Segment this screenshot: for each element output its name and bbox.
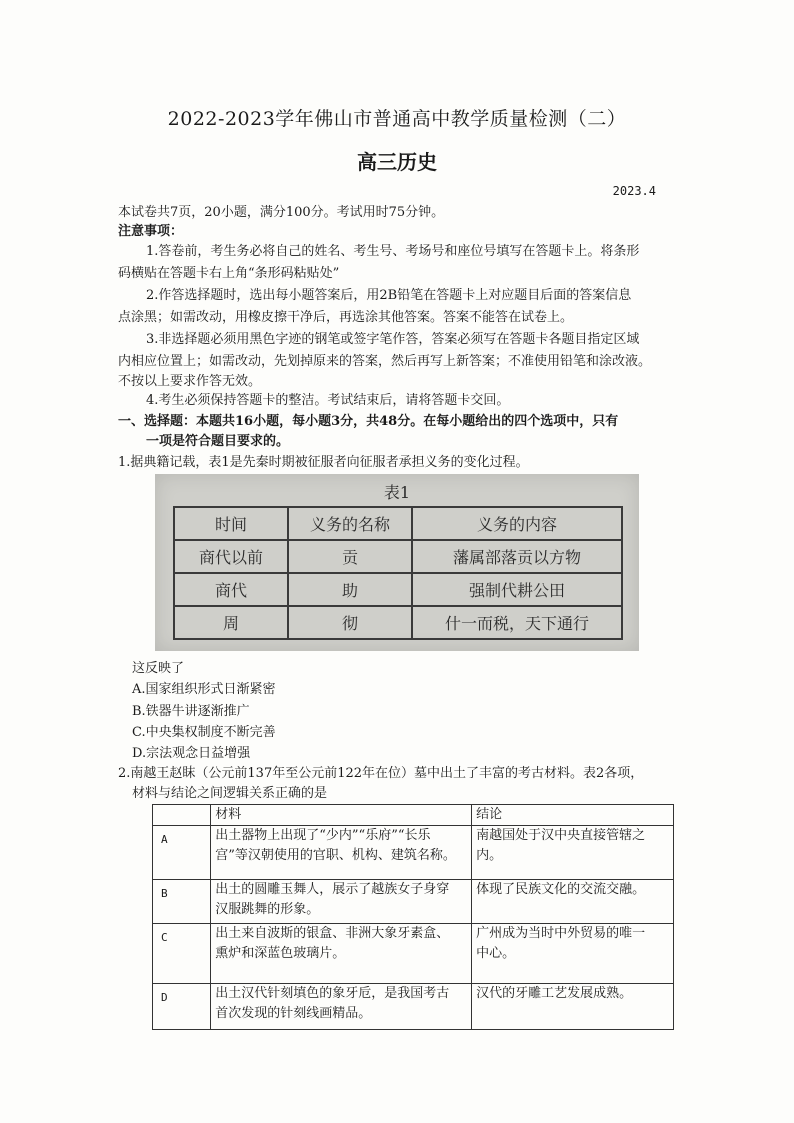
question-1-option-c: C.中央集权制度不断完善 (132, 725, 276, 740)
cell-line: 熏炉和深蓝色玻璃片。 (215, 946, 346, 961)
table-header-cell: 结论 (472, 805, 674, 826)
question-2-stem-line-2: 材料与结论之间逻辑关系正确的是 (132, 786, 328, 801)
cell-line: 汉服跳舞的形象。 (215, 902, 320, 917)
table-row (174, 606, 622, 639)
table-row (174, 507, 622, 540)
table-header-cell: 材料 (211, 805, 472, 826)
option-label: A (153, 826, 211, 880)
cell-line: 出土的圆雕玉舞人，展示了越族女子身穿 (215, 882, 450, 897)
table-1 (173, 506, 623, 640)
conclusion-cell (472, 880, 674, 924)
note-1-line-2: 码横贴在答题卡右上角“条形码粘贴处” (118, 266, 340, 281)
question-1-option-a: A.国家组织形式日渐紧密 (132, 682, 276, 697)
question-1-prompt: 这反映了 (132, 661, 185, 676)
cell-line: 出土来自波斯的银盒、非洲大象牙素盒、 (215, 926, 450, 941)
option-label: C (153, 924, 211, 984)
note-2-line-1: 2.作答选择题时，选出每小题答案后，用2B铅笔在答题卡上对应题目后面的答案信息 (146, 288, 632, 303)
cell-line: 出土汉代针刻填色的象牙卮，是我国考古 (215, 986, 450, 1001)
table-cell: 什一而税，天下通行 (412, 606, 622, 639)
table-row (153, 826, 674, 880)
table-2 (152, 804, 674, 1030)
table-header-cell: 时间 (174, 507, 288, 540)
notes-heading: 注意事项： (118, 224, 184, 239)
section-heading-line-2: 一项是符合题目要求的。 (146, 434, 290, 449)
note-1-line-1: 1.答卷前，考生务必将自己的姓名、考生号、考场号和座位号填写在答题卡上。将条形 (146, 244, 640, 259)
table-cell: 藩属部落贡以方物 (412, 540, 622, 573)
table-cell: 彻 (288, 606, 412, 639)
cell-line: 体现了民族文化的交流交融。 (476, 882, 646, 897)
table-row (174, 540, 622, 573)
table-1-title: 表1 (383, 483, 411, 502)
conclusion-cell (472, 826, 674, 880)
table-header-cell: 义务的名称 (288, 507, 412, 540)
cell-line: 南越国处于汉中央直接管辖之 (476, 828, 646, 843)
cell-line: 宫”等汉朝使用的官职、机构、建筑名称。 (215, 848, 456, 863)
table-cell: 商代以前 (174, 540, 288, 573)
question-1-option-d: D.宗法观念日益增强 (132, 746, 251, 761)
material-cell (211, 924, 472, 984)
cell-line: 中心。 (476, 946, 516, 961)
table-1-photo (155, 474, 639, 651)
table-cell: 助 (288, 573, 412, 606)
material-cell (211, 826, 472, 880)
cell-line: 出土器物上出现了“少内”“乐府”“长乐 (215, 828, 431, 843)
exam-intro: 本试卷共7页，20小题，满分100分。考试用时75分钟。 (118, 205, 445, 220)
material-cell (211, 880, 472, 924)
conclusion-cell (472, 984, 674, 1030)
table-cell: 强制代耕公田 (412, 573, 622, 606)
table-cell: 商代 (174, 573, 288, 606)
note-3-line-1: 3.非选择题必须用黑色字迹的钢笔或签字笔作答，答案必须写在答题卡各题目指定区域 (146, 332, 640, 347)
exam-title: 2022-2023学年佛山市普通高中教学质量检测（二） (167, 108, 627, 130)
table-header-cell (153, 805, 211, 826)
cell-line: 内。 (476, 848, 503, 863)
note-4-line-1: 4.考生必须保持答题卡的整洁。考试结束后，请将答题卡交回。 (146, 393, 510, 408)
question-1-option-b: B.铁器牛讲逐渐推广 (132, 704, 250, 719)
material-cell (211, 984, 472, 1030)
exam-date: 2023.4 (612, 184, 656, 198)
option-label: B (153, 880, 211, 924)
conclusion-cell (472, 924, 674, 984)
table-row (153, 984, 674, 1030)
option-label: D (153, 984, 211, 1030)
table-row (153, 805, 674, 826)
table-row (174, 573, 622, 606)
table-row (153, 880, 674, 924)
exam-subject: 高三历史 (357, 150, 437, 174)
section-heading-line-1: 一、选择题：本题共16小题，每小题3分，共48分。在每小题给出的四个选项中，只有 (118, 414, 619, 429)
cell-line: 广州成为当时中外贸易的唯一 (476, 926, 646, 941)
table-header-cell: 义务的内容 (412, 507, 622, 540)
note-2-line-2: 点涂黑；如需改动，用橡皮擦干净后，再选涂其他答案。答案不能答在试卷上。 (118, 310, 574, 325)
question-2-stem-line-1: 2.南越王赵眜（公元前137年至公元前122年在位）墓中出土了丰富的考古材料。表2各项， (118, 766, 644, 781)
cell-line: 汉代的牙雕工艺发展成熟。 (476, 986, 633, 1001)
note-3-line-3: 不按以上要求作答无效。 (118, 374, 262, 389)
cell-line: 首次发现的针刻线画精品。 (215, 1006, 372, 1021)
question-1-stem: 1.据典籍记载，表1是先秦时期被征服者向征服者承担义务的变化过程。 (118, 455, 529, 470)
table-cell: 贡 (288, 540, 412, 573)
note-3-line-2: 内相应位置上；如需改动，先划掉原来的答案，然后再写上新答案；不准使用铅笔和涂改液。 (118, 354, 652, 369)
table-row (153, 924, 674, 984)
table-cell: 周 (174, 606, 288, 639)
